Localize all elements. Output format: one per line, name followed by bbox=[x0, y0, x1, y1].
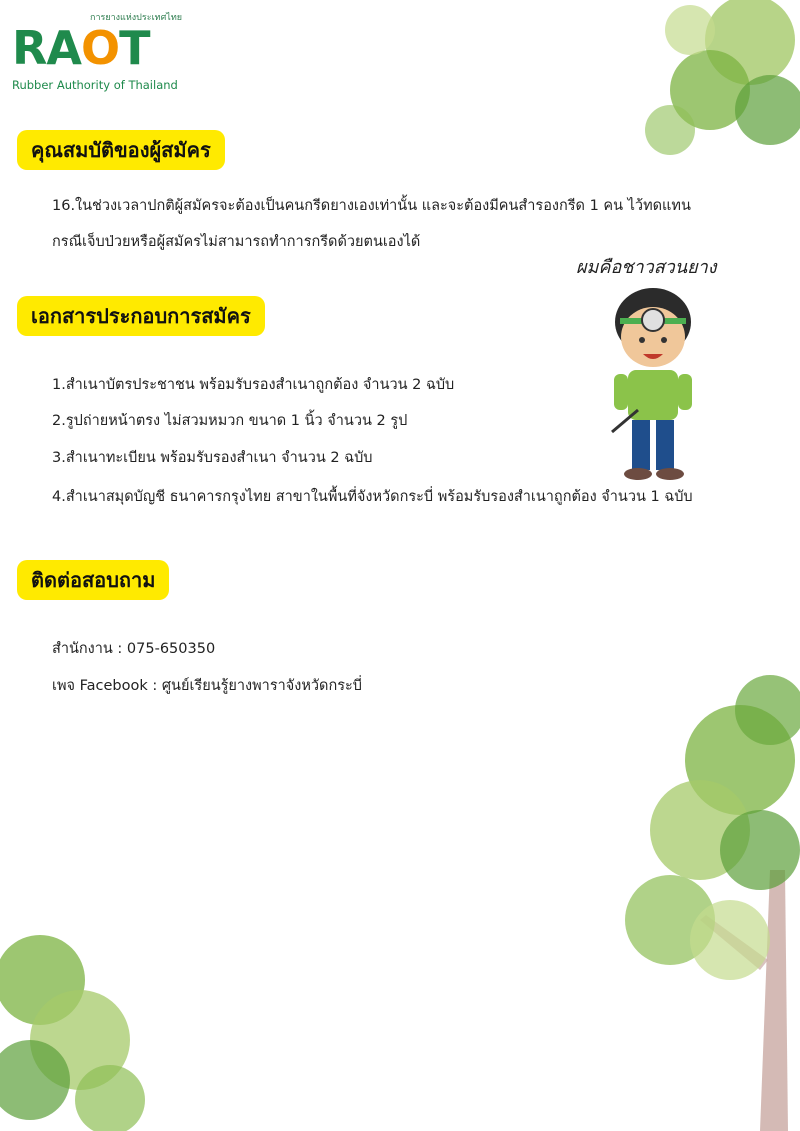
foliage-top-right bbox=[630, 0, 800, 170]
heading-contact: ติดต่อสอบถาม bbox=[17, 560, 169, 600]
logo-brand-prefix: RA bbox=[12, 21, 82, 75]
raot-logo bbox=[12, 10, 182, 95]
logo-brand bbox=[12, 18, 150, 78]
document-item-1: 1.สำเนาบัตรประชาชน พร้อมรับรองสำเนาถูกต้อง จำนวน 2 ฉบับ bbox=[52, 377, 455, 393]
logo-brand-suffix: T bbox=[119, 21, 150, 75]
document-item-2: 2.รูปถ่ายหน้าตรง ไม่สวมหมวก ขนาด 1 นิ้ว จำนวน 2 รูป bbox=[52, 413, 408, 429]
contact-office-phone: สำนักงาน : 075-650350 bbox=[52, 641, 216, 657]
heading-documents: เอกสารประกอบการสมัคร bbox=[17, 296, 265, 336]
tree-bottom-left bbox=[0, 930, 160, 1131]
qualification-line-2: กรณีเจ็บป่วยหรือผู้สมัครไม่สามารถทำการกรีดด้วยตนเองได้ bbox=[52, 234, 421, 250]
document-item-4: 4.สำเนาสมุดบัญชี ธนาคารกรุงไทย สาขาในพื้นที่จังหวัดกระบี่ พร้อมรับรองสำเนาถูกต้อง จำนวน 1 ฉบับ bbox=[52, 489, 693, 505]
rubber-farmer-mascot bbox=[598, 282, 708, 482]
logo-english-name: Rubber Authority of Thailand bbox=[12, 78, 178, 92]
document-item-3: 3.สำเนาทะเบียน พร้อมรับรองสำเนา จำนวน 2 ฉบับ bbox=[52, 450, 373, 466]
logo-flame-letter: O bbox=[81, 21, 120, 75]
contact-facebook-page: เพจ Facebook : ศูนย์เรียนรู้ยางพาราจังหวัดกระบี่ bbox=[52, 678, 363, 694]
mascot-caption: ผมคือชาวสวนยาง bbox=[576, 257, 717, 278]
tree-bottom-right bbox=[610, 670, 800, 1131]
logo-thai-name: การยางแห่งประเทศไทย bbox=[90, 13, 183, 23]
heading-qualification: คุณสมบัติของผู้สมัคร bbox=[17, 130, 225, 170]
qualification-line-1: 16.ในช่วงเวลาปกติผู้สมัครจะต้องเป็นคนกรีดยางเองเท่านั้น และจะต้องมีคนสำรองกรีด 1 คน ไว้ทดแทน bbox=[52, 198, 691, 214]
